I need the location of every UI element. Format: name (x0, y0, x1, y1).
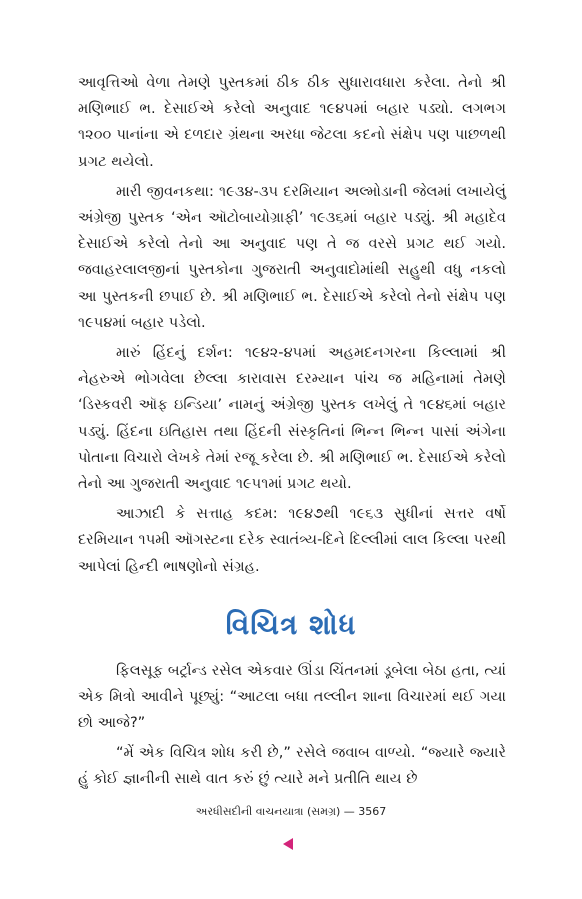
story-paragraph: ફિલસૂફ બર્ટ્રાન્ડ રસેલ એકવાર ઊંડા ચિંતનમાં ડૂબેલા બેઠા હતા, ત્યાં એક મિત્રો આવીને પૂછ્યું: “આટલા બધા તલ્લીન શાના વિચારમાં થઈ ગયા છો આજે?” (78, 662, 506, 731)
paragraph-continued: આવૃત્તિઓ વેળા તેમણે પુસ્તકમાં ઠીક ઠીક સુધારાવધારા કરેલા. તેનો શ્રી મણિભાઈ ભ. દેસાઈએ કરેલો અનુવાદ ૧૯૪૫માં બહાર પડ્યો. લગભગ ૧૨૦૦ પાનાંના એ દળદાર ગ્રંથના અરધા જેટલા કદનો સંક્ષેપ પણ પાછળથી પ્રગટ થયેલો. (78, 74, 506, 170)
paragraph-speeches: આઝાદી કે સત્તાહ કદમ: ૧૯૪૭થી ૧૯૬૩ સુધીનાં સત્તર વર્ષો દરમિયાન ૧૫મી ઑગસ્ટના દરેક સ્વાતંત્ર્ય-દિને દિલ્લીમાં લાલ કિલ્લા પરથી આપેલાં હિન્દી ભાષણોનો સંગ્રહ. (78, 505, 506, 575)
section-heading: વિચિત્ર શોધ (225, 608, 357, 641)
page-footer: અરધીસદીની વાચનયાત્રા (સમગ્ર) — 3567 (195, 805, 387, 818)
prev-page-arrow-icon[interactable] (283, 838, 293, 850)
story-text (78, 658, 506, 796)
paragraph-autobiography: મારી જીવનકથા: ૧૯૩૪-૩૫ દરમિયાન અલ્મોડાની જેલમાં લખાયેલું અંગ્રેજી પુસ્તક ‘એન ઑટોબાયોગ્રાફી’ ૧૯૩૬માં બહાર પડ્યું. શ્રી મહાદેવ દેસાઈએ કરેલો તેનો આ અનુવાદ પણ તે જ વરસે પ્રગટ થઈ ગયો. જવાહરલાલજીનાં પુસ્તકોના ગુજરાતી અનુવાદોમાંથી સહુથી વધુ નકલો આ પુસ્તકની છપાઈ છે. શ્રી મણિભાઈ ભ. દેસાઈએ કરેલો તેનો સંક્ષેપ પણ ૧૯૫૪માં બહાર પડેલો. (78, 182, 506, 331)
paragraph-discovery-of-india: મારું હિંદનું દર્શન: ૧૯૪૨-૪૫માં અહમદનગરના કિલ્લામાં શ્રી નેહરુએ ભોગવેલા છેલ્લા કારાવાસ દરમ્યાન પાંચ જ મહિનામાં તેમણે ‘ડિસ્કવરી ઑફ ઇન્ડિયા’ નામનું અંગ્રેજી પુસ્તક લખેલું તે ૧૯૪૬માં બહાર પડ્યું. હિંદના ઇતિહાસ તથા હિંદની સંસ્કૃતિનાં ભિન્ન ભિન્ન પાસાં અંગેના પોતાના વિચારો લેખકે તેમાં રજૂ કરેલા છે. શ્રી મણિભાઈ ભ. દેસાઈએ કરેલો તેનો આ ગુજરાતી અનુવાદ ૧૯૫૧માં પ્રગટ થયો. (78, 344, 506, 493)
body-text (78, 70, 506, 584)
story-paragraph: “મેં એક વિચિત્ર શોધ કરી છે,” રસેલે જવાબ વાળ્યો. “જ્યારે જ્યારે હું કોઈ જ્ઞાનીની સાથે વાત કરું છું ત્યારે મને પ્રતીતિ થાય છે (78, 744, 506, 787)
